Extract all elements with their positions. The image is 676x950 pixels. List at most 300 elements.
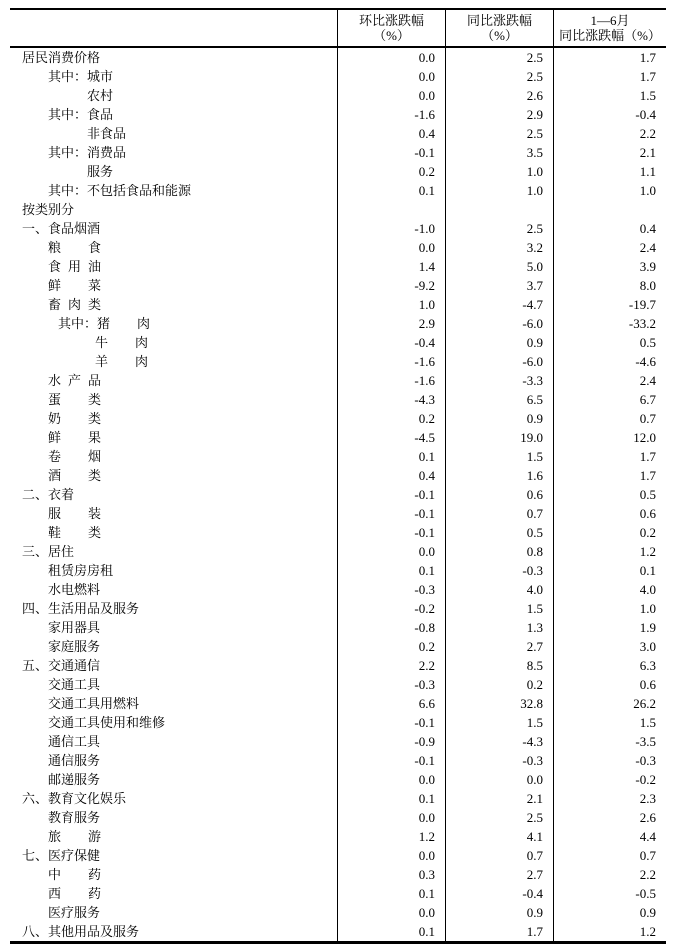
- table-row: [10, 922, 666, 941]
- row-label-text: 猪肉: [97, 316, 151, 331]
- table-row: [10, 561, 666, 580]
- header-cell-yoy-change: [445, 10, 553, 46]
- mom-value-cell: 0.1: [337, 561, 445, 580]
- mom-value-cell: 0.0: [337, 846, 445, 865]
- yoy-value-cell: 1.0: [445, 162, 553, 181]
- row-label-cell: [10, 390, 337, 409]
- mom-value-cell: -1.6: [337, 352, 445, 371]
- table-header-row: [10, 10, 666, 48]
- cumulative-value-cell: -0.5: [553, 884, 666, 903]
- mom-value-cell: -0.3: [337, 675, 445, 694]
- cumulative-value-cell: 0.6: [553, 675, 666, 694]
- row-label-cell: [10, 105, 337, 124]
- mom-value-cell: -0.1: [337, 751, 445, 770]
- table-row: [10, 333, 666, 352]
- row-label-cell: [10, 314, 337, 333]
- table-row: [10, 903, 666, 922]
- mom-value-cell: 0.0: [337, 238, 445, 257]
- cumulative-value-cell: 2.2: [553, 865, 666, 884]
- row-label-text: 家庭服务: [48, 639, 101, 654]
- mom-value-cell: -1.6: [337, 371, 445, 390]
- row-label-cell: [10, 732, 337, 751]
- table-row: [10, 67, 666, 86]
- mom-value-cell: 0.4: [337, 466, 445, 485]
- row-label-cell: [10, 48, 337, 67]
- row-label-text: 粮食: [48, 240, 101, 255]
- cumulative-value-cell: 1.7: [553, 48, 666, 67]
- yoy-value-cell: 1.5: [445, 713, 553, 732]
- cumulative-value-cell: 1.0: [553, 599, 666, 618]
- cumulative-value-cell: 2.1: [553, 143, 666, 162]
- mom-value-cell: 2.2: [337, 656, 445, 675]
- row-label-cell: [10, 884, 337, 903]
- row-label-cell: [10, 561, 337, 580]
- row-label-prefix: 其中：: [48, 183, 88, 198]
- table-row: [10, 466, 666, 485]
- row-label-text: 非食品: [87, 126, 127, 141]
- yoy-value-cell: 1.5: [445, 599, 553, 618]
- mom-value-cell: 0.0: [337, 903, 445, 922]
- table-row: [10, 751, 666, 770]
- row-label-text: 交通工具: [48, 677, 101, 692]
- row-label-cell: [10, 276, 337, 295]
- cumulative-value-cell: 2.3: [553, 789, 666, 808]
- yoy-value-cell: 32.8: [445, 694, 553, 713]
- row-label-prefix: 其中：: [48, 145, 88, 160]
- yoy-value-cell: -0.3: [445, 561, 553, 580]
- row-label-text: 服务: [87, 164, 114, 179]
- yoy-value-cell: 2.1: [445, 789, 553, 808]
- mom-value-cell: 0.0: [337, 48, 445, 67]
- row-label-text: 租赁房房租: [48, 563, 114, 578]
- row-label-cell: [10, 713, 337, 732]
- row-label-text: 酒类: [48, 468, 101, 483]
- cumulative-value-cell: -0.2: [553, 770, 666, 789]
- yoy-value-cell: 0.5: [445, 523, 553, 542]
- row-label-text: 农村: [87, 88, 114, 103]
- row-label-cell: [10, 352, 337, 371]
- row-label-cell: [10, 675, 337, 694]
- yoy-value-cell: -6.0: [445, 352, 553, 371]
- table-row: [10, 599, 666, 618]
- cumulative-value-cell: 0.4: [553, 219, 666, 238]
- yoy-value-cell: 2.5: [445, 124, 553, 143]
- row-label-text: 居民消费价格: [22, 50, 101, 65]
- yoy-value-cell: -0.4: [445, 884, 553, 903]
- row-label-cell: [10, 295, 337, 314]
- mom-value-cell: -0.1: [337, 713, 445, 732]
- row-label-cell: [10, 181, 337, 200]
- cumulative-value-cell: 4.0: [553, 580, 666, 599]
- mom-value-cell: -0.1: [337, 523, 445, 542]
- row-label-cell: [10, 200, 337, 219]
- table-row: [10, 865, 666, 884]
- cumulative-value-cell: 2.2: [553, 124, 666, 143]
- cumulative-value-cell: -3.5: [553, 732, 666, 751]
- row-label-cell: [10, 219, 337, 238]
- table-row: [10, 371, 666, 390]
- mom-value-cell: 0.0: [337, 542, 445, 561]
- cumulative-value-cell: 0.2: [553, 523, 666, 542]
- table-row: [10, 352, 666, 371]
- row-label-cell: [10, 694, 337, 713]
- row-label-cell: [10, 827, 337, 846]
- mom-value-cell: 0.0: [337, 770, 445, 789]
- row-label-cell: [10, 580, 337, 599]
- row-label-cell: [10, 162, 337, 181]
- yoy-value-cell: 1.6: [445, 466, 553, 485]
- yoy-value-cell: 2.5: [445, 808, 553, 827]
- yoy-value-cell: 6.5: [445, 390, 553, 409]
- mom-value-cell: -1.0: [337, 219, 445, 238]
- mom-value-cell: -4.5: [337, 428, 445, 447]
- row-label-text: 五、交通通信: [22, 658, 101, 673]
- header-mom-unit: （%）: [373, 28, 410, 43]
- yoy-value-cell: 2.9: [445, 105, 553, 124]
- table-row: [10, 580, 666, 599]
- cumulative-value-cell: 12.0: [553, 428, 666, 447]
- row-label-text: 八、其他用品及服务: [22, 924, 140, 939]
- cumulative-value-cell: 1.2: [553, 922, 666, 941]
- mom-value-cell: 6.6: [337, 694, 445, 713]
- row-label-cell: [10, 618, 337, 637]
- cumulative-value-cell: 1.2: [553, 542, 666, 561]
- yoy-value-cell: 8.5: [445, 656, 553, 675]
- cumulative-value-cell: 3.0: [553, 637, 666, 656]
- table-row: [10, 124, 666, 143]
- yoy-value-cell: 4.1: [445, 827, 553, 846]
- row-label-text: 一、食品烟酒: [22, 221, 101, 236]
- yoy-value-cell: 2.7: [445, 637, 553, 656]
- row-label-cell: [10, 599, 337, 618]
- cumulative-value-cell: 1.9: [553, 618, 666, 637]
- table-row: [10, 675, 666, 694]
- row-label-cell: [10, 86, 337, 105]
- cumulative-value-cell: 2.4: [553, 238, 666, 257]
- yoy-value-cell: 0.0: [445, 770, 553, 789]
- row-label-cell: [10, 865, 337, 884]
- row-label-cell: [10, 903, 337, 922]
- cumulative-value-cell: 26.2: [553, 694, 666, 713]
- cumulative-value-cell: 0.6: [553, 504, 666, 523]
- yoy-value-cell: 3.7: [445, 276, 553, 295]
- table-row: [10, 390, 666, 409]
- yoy-value-cell: -4.7: [445, 295, 553, 314]
- table-row: [10, 618, 666, 637]
- row-label-cell: [10, 922, 337, 941]
- cumulative-value-cell: -33.2: [553, 314, 666, 333]
- cumulative-value-cell: 1.7: [553, 466, 666, 485]
- row-label-cell: [10, 238, 337, 257]
- row-label-cell: [10, 770, 337, 789]
- yoy-value-cell: 3.2: [445, 238, 553, 257]
- row-label-text: 鲜果: [48, 430, 101, 445]
- row-label-text: 二、衣着: [22, 487, 75, 502]
- table-row: [10, 827, 666, 846]
- row-label-text: 奶类: [48, 411, 101, 426]
- yoy-value-cell: 19.0: [445, 428, 553, 447]
- cumulative-value-cell: 6.7: [553, 390, 666, 409]
- mom-value-cell: 0.2: [337, 162, 445, 181]
- row-label-text: 服装: [48, 506, 101, 521]
- row-label-text: 城市: [87, 69, 114, 84]
- mom-value-cell: 1.4: [337, 257, 445, 276]
- table-row: [10, 238, 666, 257]
- table-row: [10, 86, 666, 105]
- table-row: [10, 200, 666, 219]
- table-row: [10, 789, 666, 808]
- yoy-value-cell: 5.0: [445, 257, 553, 276]
- row-label-text: 旅游: [48, 829, 101, 844]
- cumulative-value-cell: 1.1: [553, 162, 666, 181]
- row-label-cell: [10, 523, 337, 542]
- mom-value-cell: -0.2: [337, 599, 445, 618]
- mom-value-cell: -0.9: [337, 732, 445, 751]
- cumulative-value-cell: 0.5: [553, 333, 666, 352]
- mom-value-cell: -1.6: [337, 105, 445, 124]
- table-body: [10, 48, 666, 941]
- mom-value-cell: -0.1: [337, 504, 445, 523]
- table-row: [10, 143, 666, 162]
- row-label-text: 三、居住: [22, 544, 75, 559]
- mom-value-cell: -0.4: [337, 333, 445, 352]
- mom-value-cell: 0.0: [337, 86, 445, 105]
- row-label-cell: [10, 751, 337, 770]
- yoy-value-cell: 0.9: [445, 333, 553, 352]
- row-label-cell: [10, 333, 337, 352]
- cumulative-value-cell: 2.6: [553, 808, 666, 827]
- header-cum-title: 同比涨跌幅（%）: [559, 28, 661, 43]
- row-label-text: 水产品: [48, 373, 101, 388]
- table-row: [10, 48, 666, 67]
- yoy-value-cell: 0.7: [445, 504, 553, 523]
- yoy-value-cell: 4.0: [445, 580, 553, 599]
- row-label-text: 邮递服务: [48, 772, 101, 787]
- yoy-value-cell: -4.3: [445, 732, 553, 751]
- mom-value-cell: 0.3: [337, 865, 445, 884]
- mom-value-cell: 1.0: [337, 295, 445, 314]
- mom-value-cell: [337, 200, 445, 219]
- yoy-value-cell: 0.8: [445, 542, 553, 561]
- yoy-value-cell: 1.0: [445, 181, 553, 200]
- table-row: [10, 181, 666, 200]
- table-row: [10, 808, 666, 827]
- mom-value-cell: -0.1: [337, 143, 445, 162]
- table-row: [10, 884, 666, 903]
- row-label-text: 食用油: [48, 259, 101, 274]
- table-row: [10, 105, 666, 124]
- header-cum-period: 1—6月: [590, 13, 630, 28]
- cumulative-value-cell: 1.5: [553, 713, 666, 732]
- table-row: [10, 542, 666, 561]
- mom-value-cell: 0.1: [337, 447, 445, 466]
- row-label-cell: [10, 428, 337, 447]
- row-label-cell: [10, 808, 337, 827]
- row-label-text: 西药: [48, 886, 101, 901]
- row-label-cell: [10, 447, 337, 466]
- yoy-value-cell: 2.6: [445, 86, 553, 105]
- table-row: [10, 523, 666, 542]
- yoy-value-cell: 0.6: [445, 485, 553, 504]
- yoy-value-cell: 3.5: [445, 143, 553, 162]
- yoy-value-cell: 2.5: [445, 219, 553, 238]
- table-row: [10, 637, 666, 656]
- mom-value-cell: 0.4: [337, 124, 445, 143]
- row-label-text: 鞋类: [48, 525, 101, 540]
- row-label-text: 牛肉: [95, 335, 148, 350]
- table-row: [10, 276, 666, 295]
- mom-value-cell: 1.2: [337, 827, 445, 846]
- yoy-value-cell: -3.3: [445, 371, 553, 390]
- yoy-value-cell: 0.2: [445, 675, 553, 694]
- table-row: [10, 447, 666, 466]
- yoy-value-cell: 2.5: [445, 67, 553, 86]
- cumulative-value-cell: 3.9: [553, 257, 666, 276]
- row-label-text: 蛋类: [48, 392, 101, 407]
- row-label-prefix: 其中：: [48, 69, 88, 84]
- mom-value-cell: -9.2: [337, 276, 445, 295]
- row-label-cell: [10, 466, 337, 485]
- cumulative-value-cell: -0.4: [553, 105, 666, 124]
- mom-value-cell: -0.1: [337, 485, 445, 504]
- table-row: [10, 732, 666, 751]
- cpi-statistics-table: [10, 8, 666, 944]
- row-label-cell: [10, 371, 337, 390]
- row-label-text: 羊肉: [95, 354, 148, 369]
- cumulative-value-cell: 1.7: [553, 447, 666, 466]
- mom-value-cell: 0.0: [337, 808, 445, 827]
- row-label-cell: [10, 485, 337, 504]
- mom-value-cell: 0.1: [337, 789, 445, 808]
- cumulative-value-cell: 8.0: [553, 276, 666, 295]
- row-label-cell: [10, 409, 337, 428]
- header-cell-mom-change: [337, 10, 445, 46]
- row-label-text: 通信服务: [48, 753, 101, 768]
- row-label-text: 不包括食品和能源: [87, 183, 192, 198]
- cumulative-value-cell: 6.3: [553, 656, 666, 675]
- mom-value-cell: 0.1: [337, 922, 445, 941]
- mom-value-cell: 0.1: [337, 181, 445, 200]
- row-label-text: 教育服务: [48, 810, 101, 825]
- header-cell-row-labels: [10, 10, 337, 46]
- table-row: [10, 713, 666, 732]
- yoy-value-cell: 0.9: [445, 903, 553, 922]
- mom-value-cell: 0.1: [337, 884, 445, 903]
- row-label-text: 通信工具: [48, 734, 101, 749]
- row-label-text: 交通工具用燃料: [48, 696, 140, 711]
- table-row: [10, 504, 666, 523]
- row-label-cell: [10, 143, 337, 162]
- cumulative-value-cell: 2.4: [553, 371, 666, 390]
- cumulative-value-cell: -4.6: [553, 352, 666, 371]
- table-row: [10, 162, 666, 181]
- cumulative-value-cell: 1.5: [553, 86, 666, 105]
- yoy-value-cell: -6.0: [445, 314, 553, 333]
- header-yoy-unit: （%）: [481, 28, 518, 43]
- row-label-cell: [10, 656, 337, 675]
- table-row: [10, 485, 666, 504]
- cumulative-value-cell: [553, 200, 666, 219]
- table-row: [10, 219, 666, 238]
- mom-value-cell: -4.3: [337, 390, 445, 409]
- mom-value-cell: -0.8: [337, 618, 445, 637]
- row-label-text: 七、医疗保健: [22, 848, 101, 863]
- mom-value-cell: 0.2: [337, 409, 445, 428]
- row-label-text: 医疗服务: [48, 905, 101, 920]
- yoy-value-cell: 1.3: [445, 618, 553, 637]
- row-label-text: 消费品: [87, 145, 127, 160]
- mom-value-cell: 0.2: [337, 637, 445, 656]
- table-row: [10, 846, 666, 865]
- row-label-cell: [10, 637, 337, 656]
- row-label-text: 卷烟: [48, 449, 101, 464]
- header-mom-title: 环比涨跌幅: [358, 13, 424, 28]
- row-label-cell: [10, 504, 337, 523]
- header-cell-cumulative-yoy: [553, 10, 666, 46]
- row-label-text: 交通工具使用和维修: [48, 715, 166, 730]
- row-label-text: 水电燃料: [48, 582, 101, 597]
- row-label-text: 畜肉类: [48, 297, 101, 312]
- cumulative-value-cell: 0.7: [553, 409, 666, 428]
- table-row: [10, 428, 666, 447]
- table-row: [10, 656, 666, 675]
- table-row: [10, 295, 666, 314]
- yoy-value-cell: 2.7: [445, 865, 553, 884]
- mom-value-cell: 0.0: [337, 67, 445, 86]
- row-label-text: 食品: [87, 107, 114, 122]
- yoy-value-cell: 1.5: [445, 447, 553, 466]
- cumulative-value-cell: 1.0: [553, 181, 666, 200]
- cumulative-value-cell: 1.7: [553, 67, 666, 86]
- row-label-text: 鲜菜: [48, 278, 101, 293]
- cumulative-value-cell: 0.9: [553, 903, 666, 922]
- row-label-cell: [10, 124, 337, 143]
- table-row: [10, 770, 666, 789]
- row-label-text: 按类别分: [22, 202, 75, 217]
- row-label-text: 中药: [48, 867, 101, 882]
- yoy-value-cell: 1.7: [445, 922, 553, 941]
- yoy-value-cell: 2.5: [445, 48, 553, 67]
- row-label-text: 六、教育文化娱乐: [22, 791, 127, 806]
- yoy-value-cell: [445, 200, 553, 219]
- cumulative-value-cell: 0.7: [553, 846, 666, 865]
- table-row: [10, 694, 666, 713]
- header-yoy-title: 同比涨跌幅: [466, 13, 532, 28]
- table-row: [10, 257, 666, 276]
- table-row: [10, 409, 666, 428]
- yoy-value-cell: 0.7: [445, 846, 553, 865]
- cumulative-value-cell: -19.7: [553, 295, 666, 314]
- yoy-value-cell: -0.3: [445, 751, 553, 770]
- row-label-prefix: 其中：: [58, 316, 98, 331]
- row-label-prefix: 其中：: [48, 107, 88, 122]
- row-label-text: 四、生活用品及服务: [22, 601, 140, 616]
- row-label-cell: [10, 257, 337, 276]
- cumulative-value-cell: 4.4: [553, 827, 666, 846]
- cumulative-value-cell: 0.5: [553, 485, 666, 504]
- cumulative-value-cell: -0.3: [553, 751, 666, 770]
- cumulative-value-cell: 0.1: [553, 561, 666, 580]
- mom-value-cell: 2.9: [337, 314, 445, 333]
- row-label-cell: [10, 789, 337, 808]
- row-label-cell: [10, 67, 337, 86]
- mom-value-cell: -0.3: [337, 580, 445, 599]
- row-label-cell: [10, 846, 337, 865]
- row-label-cell: [10, 542, 337, 561]
- yoy-value-cell: 0.9: [445, 409, 553, 428]
- row-label-text: 家用器具: [48, 620, 101, 635]
- table-row: [10, 314, 666, 333]
